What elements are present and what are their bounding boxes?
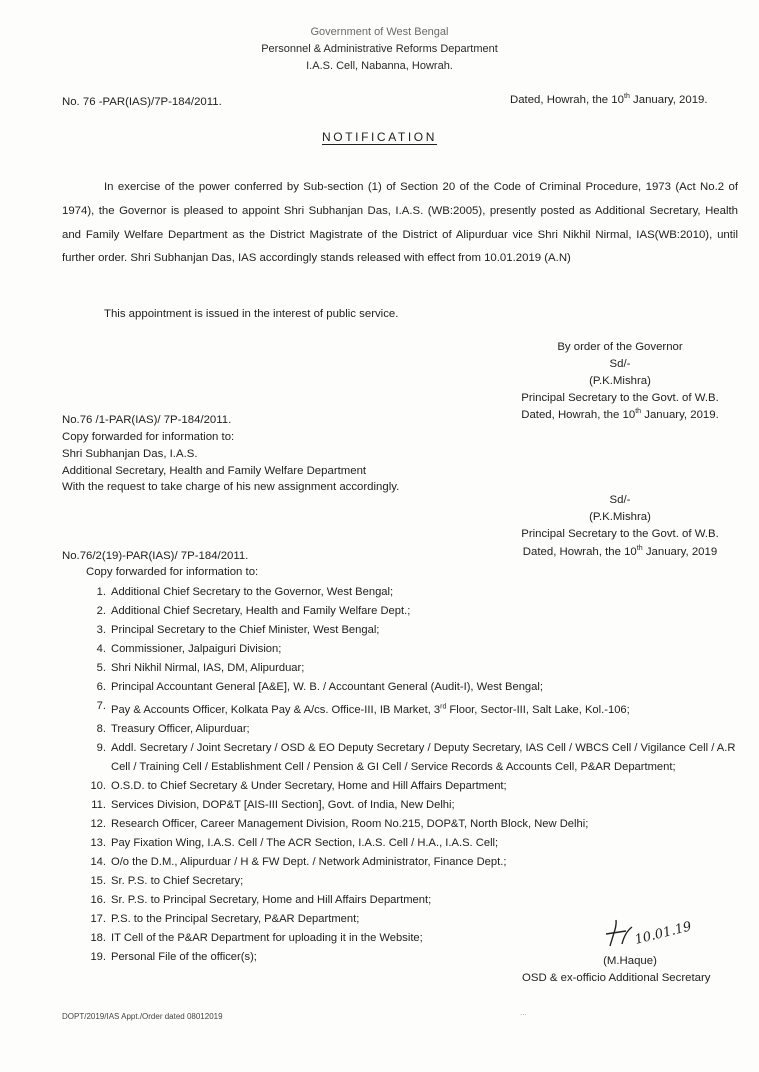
distribution-item-number: 17. xyxy=(90,912,106,925)
copy-1-line-2: Shri Subhanjan Das, I.A.S. xyxy=(62,448,198,460)
copy-1-line-1: Copy forwarded for information to: xyxy=(62,431,235,443)
distribution-item-number: 19. xyxy=(90,950,106,963)
handwritten-initials xyxy=(592,908,722,956)
distribution-item-number: 16. xyxy=(90,893,106,906)
distribution-item-text: Personal File of the officer(s); xyxy=(111,950,257,963)
distribution-item-text: O.S.D. to Chief Secretary & Under Secretary, Home and Hill Affairs Department; xyxy=(111,779,507,792)
distribution-item-number: 3. xyxy=(96,624,106,636)
distribution-item xyxy=(82,853,747,872)
signature-2-designation: Principal Secretary to the Govt. of W.B. xyxy=(521,528,719,540)
distribution-item xyxy=(82,872,747,891)
distribution-item-text: Sr. P.S. to Chief Secretary; xyxy=(111,874,244,887)
footer-reference: DOPT/2019/IAS Appt./Order dated 08012019 xyxy=(62,1012,223,1021)
distribution-item xyxy=(82,621,747,640)
distribution-item xyxy=(82,739,747,777)
distribution-item-number: 14. xyxy=(90,855,106,868)
distribution-item-number: 5. xyxy=(96,662,106,674)
handwritten-date: 10.01.19 xyxy=(633,919,694,948)
distribution-item-text: Commissioner, Jalpaiguri Division; xyxy=(111,643,282,655)
distribution-item-number: 9. xyxy=(96,741,106,754)
distribution-item xyxy=(82,640,747,659)
distribution-item xyxy=(82,777,747,796)
distribution-item-text: IT Cell of the P&AR Department for uploading it in the Website; xyxy=(111,931,423,944)
distribution-item-number: 13. xyxy=(90,836,106,849)
distribution-item-text: Principal Accountant General [A&E], W. B. / Accountant General (Audit-I), West Bengal; xyxy=(111,681,543,693)
signature-2-sd: Sd/- xyxy=(609,494,631,506)
distribution-item-text: Sr. P.S. to Principal Secretary, Home and Hill Affairs Department; xyxy=(111,893,432,906)
distribution-item xyxy=(82,720,747,739)
distribution-item-text: Additional Chief Secretary, Health and Family Welfare Dept.; xyxy=(111,605,411,617)
distribution-item-number: 4. xyxy=(96,643,106,655)
signature-3-designation: OSD & ex-officio Additional Secretary xyxy=(522,972,711,984)
distribution-item-text: Shri Nikhil Nirmal, IAS, DM, Alipurduar; xyxy=(111,662,305,674)
distribution-item-text: P.S. to the Principal Secretary, P&AR Department; xyxy=(111,912,360,925)
signature-3-name: (M.Haque) xyxy=(603,955,657,967)
distribution-item-text: Research Officer, Career Management Division, Room No.215, DOP&T, North Block, New Delhi; xyxy=(111,817,589,830)
distribution-item-text: Treasury Officer, Alipurduar; xyxy=(111,722,250,735)
distribution-item-text: Addl. Secretary / Joint Secretary / OSD & EO Deputy Secretary / Deputy Secretary, IAS Cell / WBCS Cell / Vigilance Cell / A.R Cell / Training Cell / Establishment Cell / Pension & GI Cell / Service Records & Accounts Cell, P&AR Department; xyxy=(111,741,736,773)
copy-1-number: No.76 /1-PAR(IAS)/ 7P-184/2011. xyxy=(62,414,232,426)
header-department: Personnel & Administrative Reforms Department xyxy=(261,43,498,55)
distribution-item-number: 15. xyxy=(90,874,106,887)
signature-2-date: Dated, Howrah, the 10th January, 2019 xyxy=(522,545,718,558)
body-paragraph-1-text: In exercise of the power conferred by Sub-section (1) of Section 20 of the Code of Criminal Procedure, 1973 (Act No.2 of 1974), the Governor is pleased to appoint Shri Subhanjan Das, I.A.S. (WB:2005), presently posted as Additional Secretary, Health and Family Welfare Department as the District Magistrate of the District of Alipurduar vice Shri Nikhil Nirmal, IAS(WB:2010), until further order. Shri Subhanjan Das, IAS accordingly stands released with effect from 10.01.2019 (A.N) xyxy=(62,181,738,265)
copy-1-line-4: With the request to take charge of his new assignment accordingly. xyxy=(62,481,400,493)
distribution-item-text: Principal Secretary to the Chief Minister, West Bengal; xyxy=(111,624,380,636)
distribution-item-number: 7. xyxy=(96,700,106,712)
body-paragraph-2: This appointment is issued in the interest of public service. xyxy=(104,308,399,320)
signature-1-sd: Sd/- xyxy=(609,358,631,370)
distribution-item xyxy=(82,583,747,602)
distribution-item-number: 12. xyxy=(90,817,106,830)
body-paragraph-1 xyxy=(62,176,738,271)
distribution-item-number: 11. xyxy=(91,798,106,811)
distribution-item-text: Additional Chief Secretary to the Governor, West Bengal; xyxy=(111,586,394,598)
signature-1-name: (P.K.Mishra) xyxy=(589,375,651,387)
distribution-item xyxy=(82,834,747,853)
distribution-item xyxy=(82,659,747,678)
distribution-item xyxy=(82,697,747,720)
distribution-item-number: 18. xyxy=(90,931,106,944)
copy-2-number: No.76/2(19)-PAR(IAS)/ 7P-184/2011. xyxy=(62,550,249,562)
copy-1-line-3: Additional Secretary, Health and Family Welfare Department xyxy=(62,465,367,477)
memo-number: No. 76 -PAR(IAS)/7P-184/2011. xyxy=(62,96,222,108)
distribution-item-text: O/o the D.M., Alipurduar / H & FW Dept. / Network Administrator, Finance Dept.; xyxy=(111,855,507,868)
distribution-item xyxy=(82,678,747,697)
distribution-item xyxy=(82,891,747,910)
signature-1-by-order: By order of the Governor xyxy=(557,341,683,353)
distribution-item xyxy=(82,815,747,834)
distribution-item-text: Services Division, DOP&T [AIS-III Section], Govt. of India, New Delhi; xyxy=(111,798,455,811)
signature-2-name: (P.K.Mishra) xyxy=(589,511,651,523)
distribution-item-number: 8. xyxy=(96,722,106,735)
notification-title: NOTIFICATION xyxy=(322,130,437,144)
signature-1-designation: Principal Secretary to the Govt. of W.B. xyxy=(521,392,719,404)
header-government: Government of West Bengal xyxy=(310,26,449,38)
distribution-item-number: 1. xyxy=(96,586,106,598)
distribution-item-number: 10. xyxy=(90,779,106,792)
distribution-item xyxy=(82,602,747,621)
copy-2-intro: Copy forwarded for information to: xyxy=(86,566,259,578)
distribution-item-number: 6. xyxy=(96,681,106,693)
memo-date: Dated, Howrah, the 10th January, 2019. xyxy=(510,93,708,106)
distribution-item-number: 2. xyxy=(96,605,106,617)
header-address: I.A.S. Cell, Nabanna, Howrah. xyxy=(306,60,453,72)
distribution-item xyxy=(82,796,747,815)
footer-stamp: ... xyxy=(520,1008,527,1017)
initials-scribble xyxy=(606,920,632,946)
distribution-item-text: Pay Fixation Wing, I.A.S. Cell / The ACR Section, I.A.S. Cell / H.A., I.A.S. Cell; xyxy=(111,836,499,849)
signature-1-date: Dated, Howrah, the 10th January, 2019. xyxy=(521,408,719,421)
distribution-item-text: Pay & Accounts Officer, Kolkata Pay & A/cs. Office-III, IB Market, 3rd Floor, Sector-III, Salt Lake, Kol.-106; xyxy=(111,703,630,716)
